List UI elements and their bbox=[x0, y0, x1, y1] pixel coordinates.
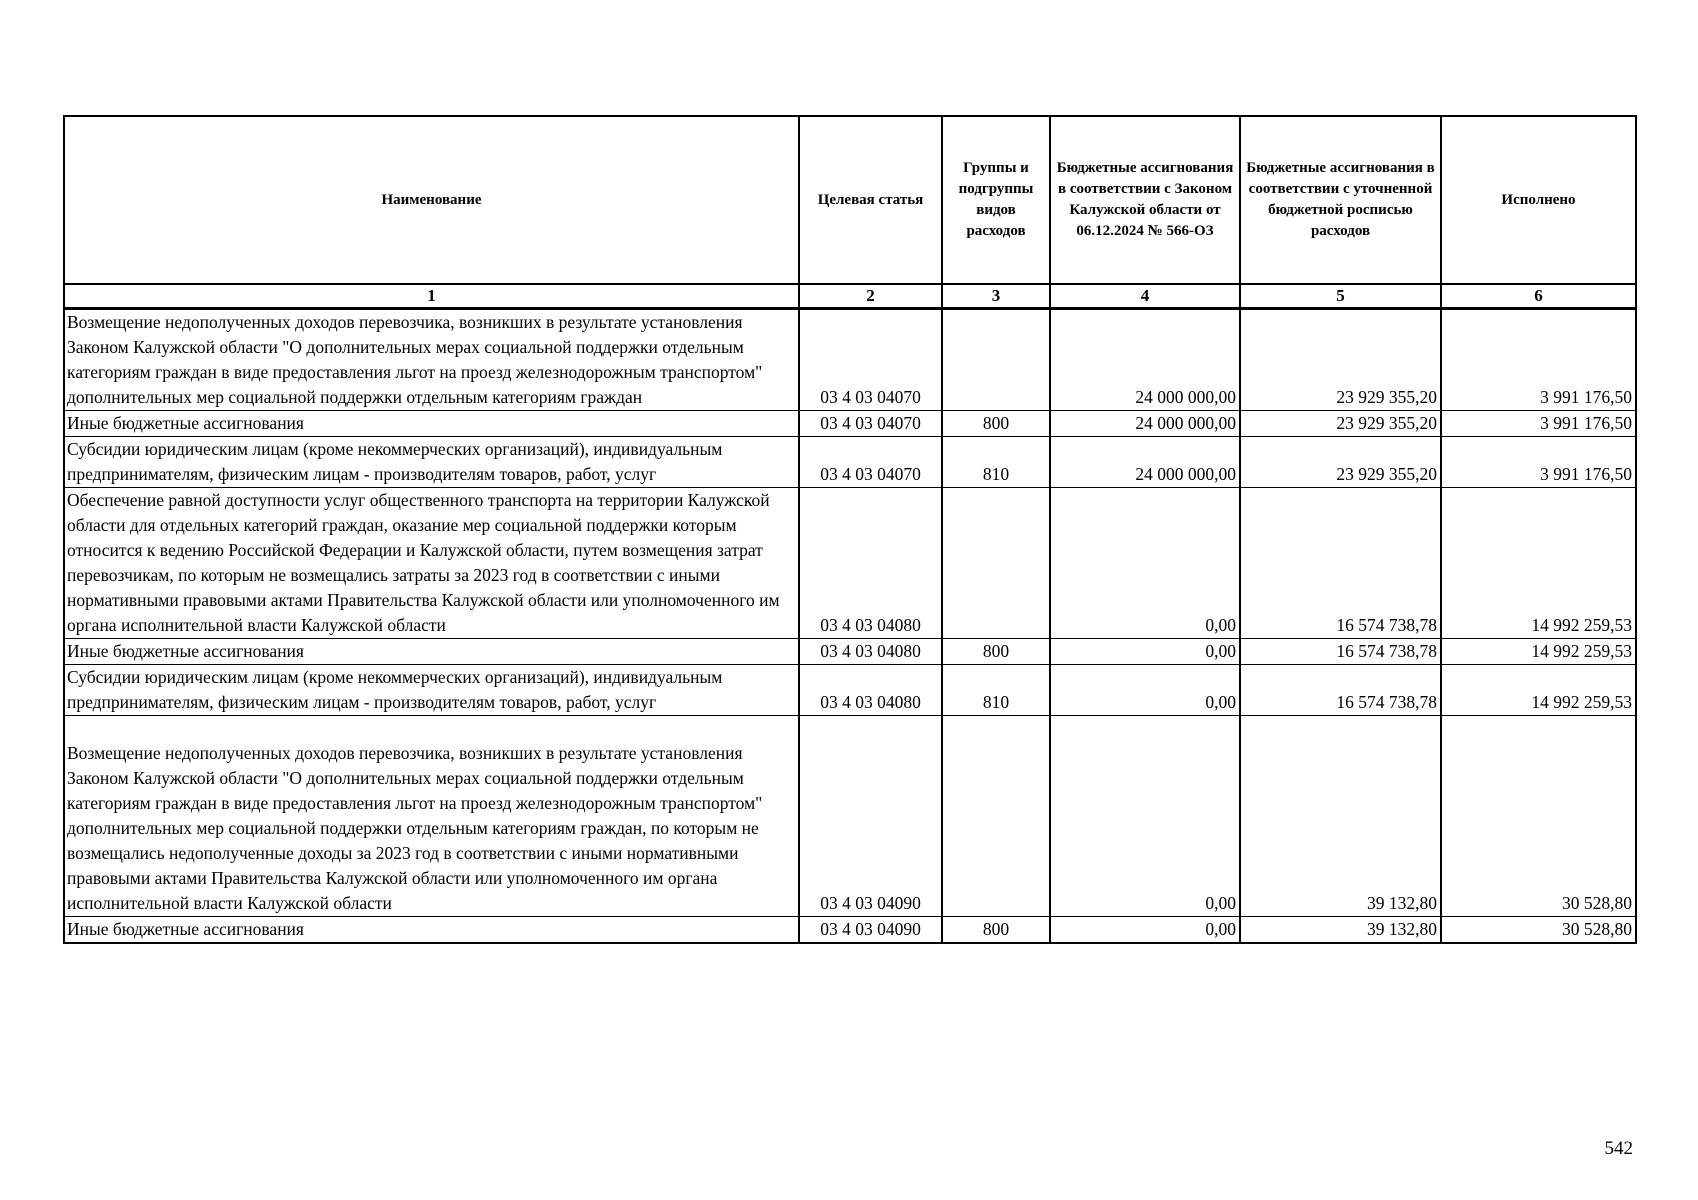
table-row bbox=[64, 716, 1636, 917]
table-body bbox=[64, 284, 1636, 943]
header-name: Наименование bbox=[64, 116, 799, 284]
row-law-amount: 0,00 bbox=[1050, 488, 1240, 639]
table-header bbox=[64, 116, 1636, 284]
row-name: Иные бюджетные ассигнования bbox=[64, 917, 799, 944]
row-law-amount: 0,00 bbox=[1050, 716, 1240, 917]
row-refined-amount: 16 574 738,78 bbox=[1240, 665, 1441, 716]
row-executed-amount: 3 991 176,50 bbox=[1441, 411, 1636, 437]
row-target-code: 03 4 03 04080 bbox=[799, 665, 942, 716]
row-name: Субсидии юридическим лицам (кроме некоммерческих организаций), индивидуальным предпринимателям, физическим лицам - производителям товаров, работ, услуг bbox=[64, 665, 799, 716]
table-row bbox=[64, 437, 1636, 488]
row-name: Обеспечение равной доступности услуг общественного транспорта на территории Калужской области для отдельных категорий граждан, оказание мер социальной поддержки которым относится к ведению Российской Федерации и Калужской области, путем возмещения затрат перевозчикам, по которым не возмещались затраты за 2023 год в соответствии с иными нормативными правовыми актами Правительства Калужской области или уполномоченного им органа исполнительной власти Калужской области bbox=[64, 488, 799, 639]
row-refined-amount: 16 574 738,78 bbox=[1240, 488, 1441, 639]
column-number: 6 bbox=[1441, 284, 1636, 309]
budget-table-container bbox=[63, 115, 1635, 944]
row-name: Возмещение недополученных доходов перевозчика, возникших в результате установления Законом Калужской области "О дополнительных мерах социальной поддержки отдельным категориям граждан в виде предоставления льгот на проезд железнодорожным транспортом" дополнительных мер социальной поддержки отдельным категориям граждан, по которым не возмещались недополученные доходы за 2023 год в соответствии с иными нормативными правовыми актами Правительства Калужской области или уполномоченного им органа исполнительной власти Калужской области bbox=[64, 716, 799, 917]
row-target-code: 03 4 03 04080 bbox=[799, 639, 942, 665]
row-expense-group: 810 bbox=[942, 665, 1050, 716]
row-refined-amount: 23 929 355,20 bbox=[1240, 437, 1441, 488]
row-law-amount: 24 000 000,00 bbox=[1050, 437, 1240, 488]
header-law-allocations: Бюджетные ассигнования в соответствии с Законом Калужской области от 06.12.2024 № 566-ОЗ bbox=[1050, 116, 1240, 284]
row-executed-amount: 30 528,80 bbox=[1441, 917, 1636, 944]
row-expense-group bbox=[942, 488, 1050, 639]
row-expense-group: 800 bbox=[942, 917, 1050, 944]
row-expense-group bbox=[942, 716, 1050, 917]
table-row bbox=[64, 639, 1636, 665]
row-target-code: 03 4 03 04090 bbox=[799, 716, 942, 917]
column-number: 1 bbox=[64, 284, 799, 309]
row-name: Субсидии юридическим лицам (кроме некоммерческих организаций), индивидуальным предпринимателям, физическим лицам - производителям товаров, работ, услуг bbox=[64, 437, 799, 488]
row-executed-amount: 30 528,80 bbox=[1441, 716, 1636, 917]
row-target-code: 03 4 03 04070 bbox=[799, 309, 942, 411]
header-expense-groups: Группы и подгруппы видов расходов bbox=[942, 116, 1050, 284]
page-number: 542 bbox=[1604, 1138, 1633, 1159]
header-target-article: Целевая статья bbox=[799, 116, 942, 284]
row-law-amount: 0,00 bbox=[1050, 639, 1240, 665]
row-executed-amount: 14 992 259,53 bbox=[1441, 488, 1636, 639]
row-law-amount: 24 000 000,00 bbox=[1050, 411, 1240, 437]
table-row bbox=[64, 917, 1636, 944]
column-number: 3 bbox=[942, 284, 1050, 309]
row-law-amount: 24 000 000,00 bbox=[1050, 309, 1240, 411]
row-expense-group: 800 bbox=[942, 411, 1050, 437]
table-row bbox=[64, 665, 1636, 716]
row-law-amount: 0,00 bbox=[1050, 917, 1240, 944]
row-law-amount: 0,00 bbox=[1050, 665, 1240, 716]
row-expense-group: 800 bbox=[942, 639, 1050, 665]
row-target-code: 03 4 03 04080 bbox=[799, 488, 942, 639]
row-executed-amount: 14 992 259,53 bbox=[1441, 665, 1636, 716]
row-expense-group bbox=[942, 309, 1050, 411]
column-number: 4 bbox=[1050, 284, 1240, 309]
row-name: Иные бюджетные ассигнования bbox=[64, 639, 799, 665]
header-executed: Исполнено bbox=[1441, 116, 1636, 284]
column-number: 2 bbox=[799, 284, 942, 309]
row-refined-amount: 16 574 738,78 bbox=[1240, 639, 1441, 665]
row-executed-amount: 14 992 259,53 bbox=[1441, 639, 1636, 665]
row-target-code: 03 4 03 04090 bbox=[799, 917, 942, 944]
row-refined-amount: 23 929 355,20 bbox=[1240, 411, 1441, 437]
row-executed-amount: 3 991 176,50 bbox=[1441, 437, 1636, 488]
row-expense-group: 810 bbox=[942, 437, 1050, 488]
row-refined-amount: 39 132,80 bbox=[1240, 917, 1441, 944]
table-row bbox=[64, 411, 1636, 437]
row-executed-amount: 3 991 176,50 bbox=[1441, 309, 1636, 411]
column-number: 5 bbox=[1240, 284, 1441, 309]
table-row bbox=[64, 488, 1636, 639]
budget-table bbox=[63, 115, 1637, 944]
row-target-code: 03 4 03 04070 bbox=[799, 437, 942, 488]
table-row bbox=[64, 309, 1636, 411]
row-name: Иные бюджетные ассигнования bbox=[64, 411, 799, 437]
column-numbers-row bbox=[64, 284, 1636, 309]
row-refined-amount: 39 132,80 bbox=[1240, 716, 1441, 917]
header-refined-allocations: Бюджетные ассигнования в соответствии с уточненной бюджетной росписью расходов bbox=[1240, 116, 1441, 284]
row-name: Возмещение недополученных доходов перевозчика, возникших в результате установления Законом Калужской области "О дополнительных мерах социальной поддержки отдельным категориям граждан в виде предоставления льгот на проезд железнодорожным транспортом" дополнительных мер социальной поддержки отдельным категориям граждан bbox=[64, 309, 799, 411]
row-target-code: 03 4 03 04070 bbox=[799, 411, 942, 437]
row-refined-amount: 23 929 355,20 bbox=[1240, 309, 1441, 411]
